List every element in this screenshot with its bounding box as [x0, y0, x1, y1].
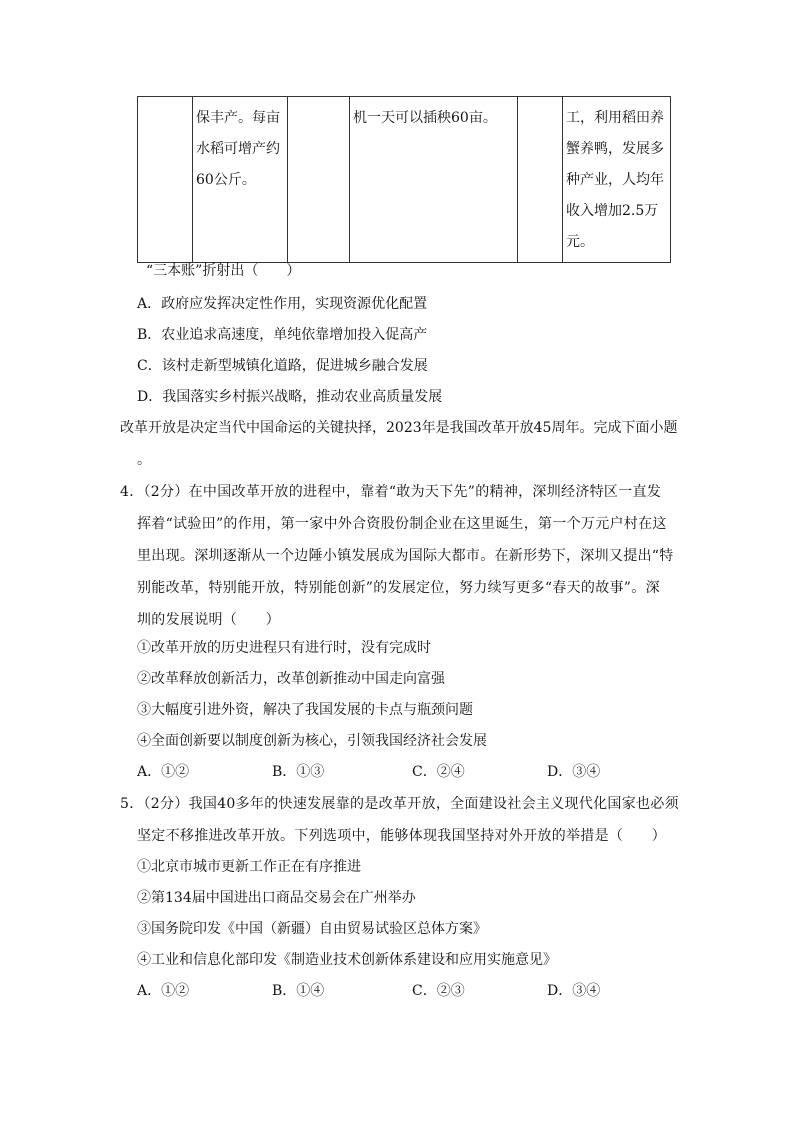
table-cell	[138, 97, 193, 263]
question-5-choices	[137, 981, 677, 1001]
question-5-item-3: ③国务院印发《中国（新疆）自由贸易试验区总体方案》	[137, 921, 487, 937]
table-continuation	[137, 96, 671, 263]
question-4-stem-line-2: 挥着“试验田”的作用，第一家中外合资股份制企业在这里诞生，第一个万元户村在这	[137, 516, 667, 532]
question-4-stem-line-5: 圳的发展说明（ ）	[137, 612, 280, 628]
question-3-option-d: D．我国落实乡村振兴战略，推动农业高质量发展	[137, 389, 443, 405]
question-4-choice-d: D．③④	[547, 764, 601, 780]
question-5-item-1: ①北京市城市更新工作正在有序推进	[137, 859, 361, 875]
question-4-stem-line-3: 里出现。深圳逐渐从一个边陲小镇发展成为国际大都市。在新形势下，深圳又提出“特	[137, 548, 674, 564]
question-4-stem-line-4: 别能改革，特别能开放，特别能创新”的发展定位，努力续写更多“春天的故事”。深	[137, 580, 660, 596]
question-5-stem-line-2: 坚定不移推进改革开放。下列选项中，能够体现我国坚持对外开放的举措是（ ）	[137, 828, 667, 844]
question-4-choice-a: A．①②	[137, 764, 190, 780]
question-3-option-c: C．该村走新型城镇化道路，促进城乡融合发展	[137, 358, 428, 374]
question-3-stem: “三本账”折射出（ ）	[146, 263, 301, 279]
question-4-choice-c: C．②④	[412, 764, 465, 780]
question-5-choice-a: A．①②	[137, 983, 190, 999]
question-4-stem-line-1: 4．（2分）在中国改革开放的进程中，靠着“敢为天下先”的精神，深圳经济特区一直发	[120, 484, 662, 500]
question-4-item-3: ③大幅度引进外资，解决了我国发展的卡点与瓶颈问题	[137, 702, 473, 718]
question-5-choice-c: C．②③	[412, 983, 465, 999]
question-4-choices	[137, 762, 677, 782]
question-4-item-4: ④全面创新要以制度创新为核心，引领我国经济社会发展	[137, 733, 487, 749]
question-5-item-4: ④工业和信息化部印发《制造业技术创新体系建设和应用实施意见》	[137, 952, 557, 968]
question-5-choice-d: D．③④	[547, 983, 601, 999]
question-5-stem-line-1: 5．（2分）我国40多年的快速发展靠的是改革开放，全面建设社会主义现代化国家也必须	[120, 796, 679, 812]
question-3-option-a: A．政府应发挥决定性作用，实现资源优化配置	[137, 296, 428, 312]
question-4-choice-b: B．①③	[272, 764, 325, 780]
table-cell	[518, 97, 563, 263]
table-row	[138, 97, 671, 263]
section-intro-line-2: 。	[137, 452, 151, 468]
question-5-item-2: ②第134届中国进出口商品交易会在广州举办	[137, 890, 416, 906]
table-cell: 机一天可以插秧60亩。	[350, 97, 518, 263]
question-4-item-2: ②改革释放创新活力，改革创新推动中国走向富强	[137, 671, 445, 687]
question-3-option-b: B．农业追求高速度，单纯依靠增加投入促高产	[137, 327, 428, 343]
question-5-choice-b: B．①④	[272, 983, 325, 999]
table-cell	[288, 97, 350, 263]
question-4-item-1: ①改革开放的历史进程只有进行时，没有完成时	[137, 640, 431, 656]
table-cell: 工，利用稻田养蟹养鸭，发展多种产业，人均年收入增加2.5万元。	[563, 97, 671, 263]
table-cell: 保丰产。每亩水稻可增产约60公斤。	[193, 97, 288, 263]
section-intro-line-1: 改革开放是决定当代中国命运的关键抉择，2023年是我国改革开放45周年。完成下面小题	[120, 420, 678, 436]
